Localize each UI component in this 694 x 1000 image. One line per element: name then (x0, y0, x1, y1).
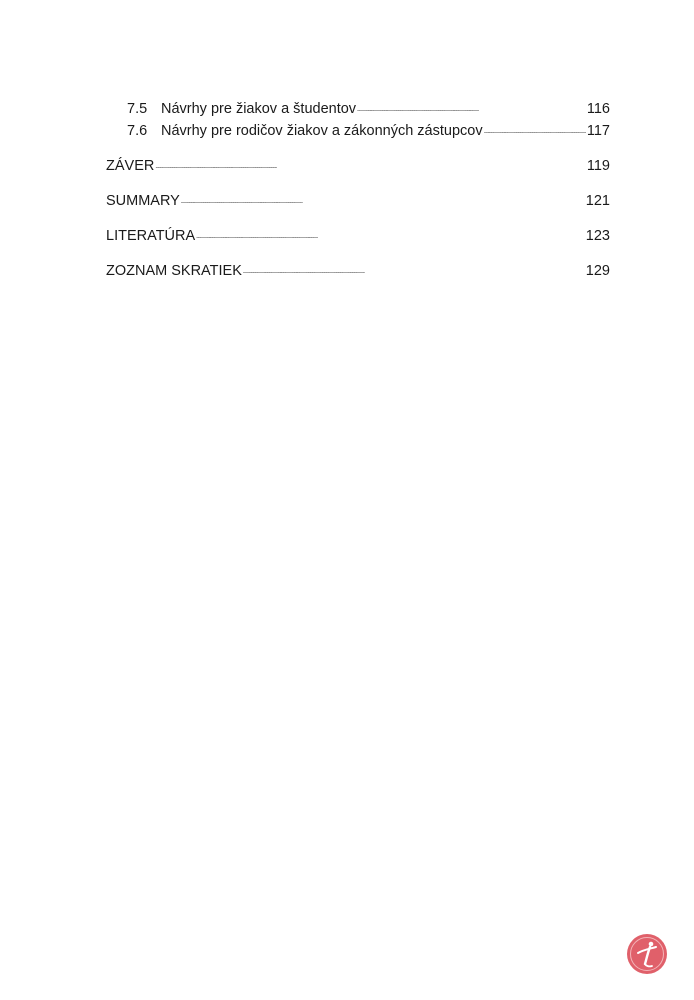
toc-entry-number: 7.6 (127, 123, 148, 139)
toc-entry-page: 116 (586, 101, 610, 117)
toc-entry-title: Návrhy pre rodičov žiakov a zákonných zástupcov (161, 123, 483, 139)
toc-entry-zaver[interactable] (106, 155, 610, 177)
dot-leader (484, 121, 586, 135)
logo-graphic (626, 933, 668, 975)
spacer (106, 177, 610, 190)
toc-entry-7-6[interactable] (106, 120, 610, 142)
toc-entry-page: 123 (585, 228, 610, 244)
dot-leader (357, 99, 586, 113)
logo-figure-head (649, 942, 654, 947)
toc-entry-number: 7.5 (127, 101, 148, 117)
toc-entry-page: 117 (586, 123, 610, 139)
person-figure-logo-icon (626, 933, 668, 975)
dot-leader (196, 226, 585, 240)
toc-entry-page: 121 (585, 193, 610, 209)
toc-entry-title: ZOZNAM SKRATIEK (106, 263, 242, 279)
toc-entry-page: 129 (585, 263, 610, 279)
toc-entry-summary[interactable] (106, 190, 610, 212)
dot-leader (181, 191, 585, 205)
toc-entry-title: ZÁVER (106, 158, 155, 174)
toc-entry-title: Návrhy pre žiakov a študentov (161, 101, 357, 117)
table-of-contents (106, 98, 610, 282)
toc-entry-title: SUMMARY (106, 193, 180, 209)
dot-leader (243, 261, 585, 275)
dot-leader (155, 156, 586, 170)
toc-entry-7-5[interactable] (106, 98, 610, 120)
spacer (106, 212, 610, 225)
toc-entry-title: LITERATÚRA (106, 228, 196, 244)
toc-entry-page: 119 (586, 158, 610, 174)
toc-entry-zoznam-skratiek[interactable] (106, 260, 610, 282)
spacer (106, 247, 610, 260)
spacer (106, 142, 610, 155)
toc-entry-literatura[interactable] (106, 225, 610, 247)
